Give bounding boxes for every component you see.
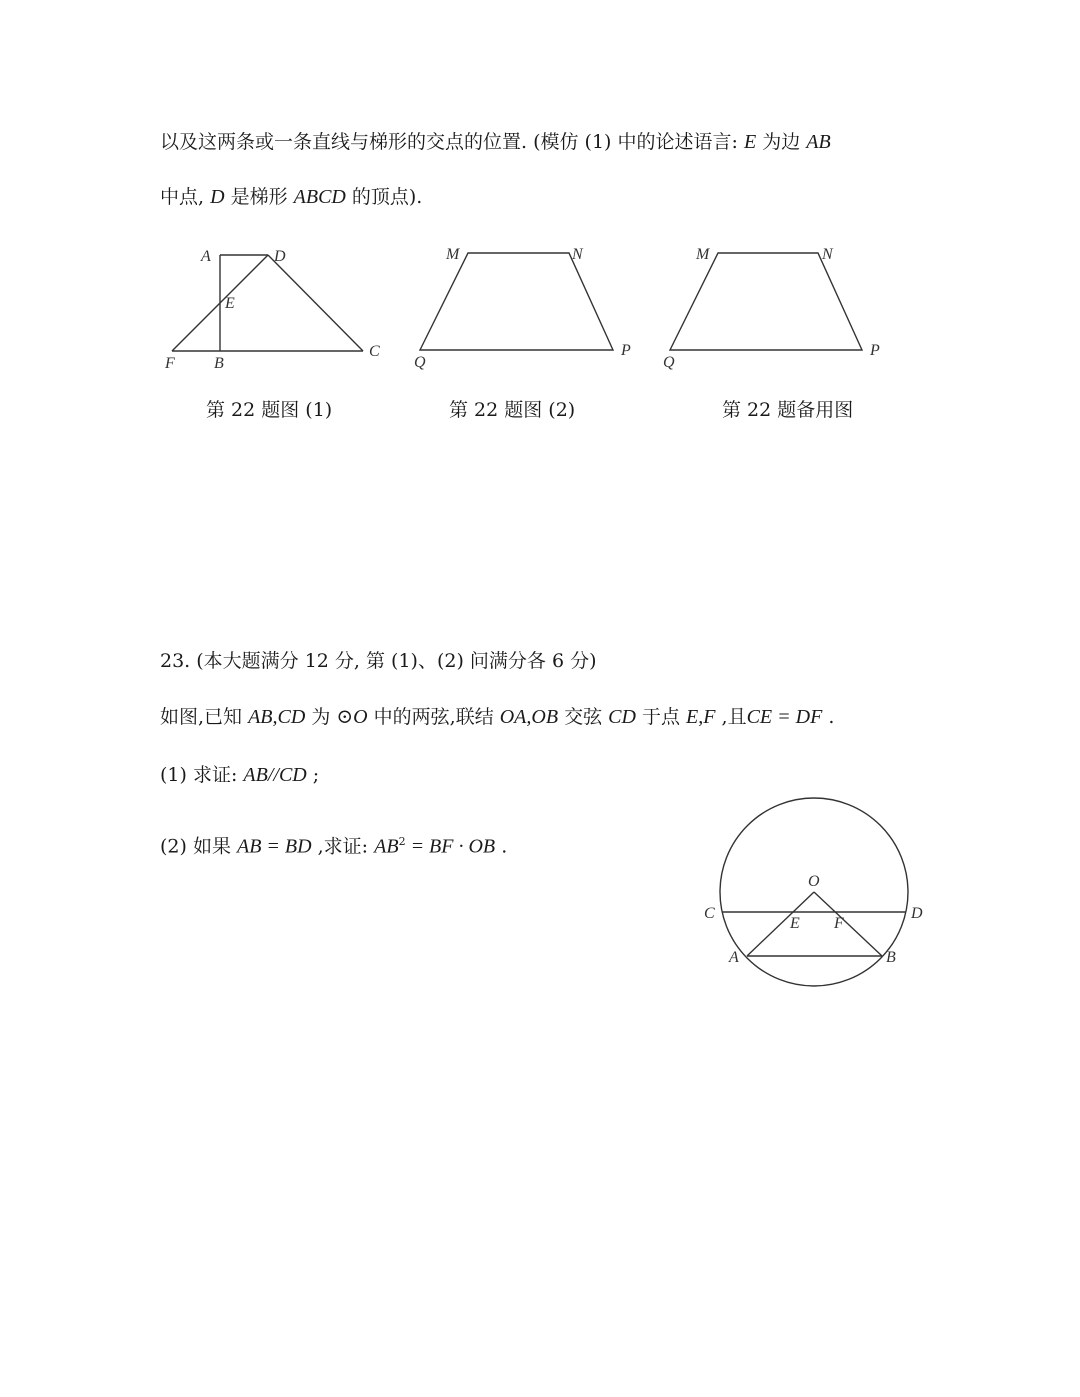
radii-oa-ob: OA,OB (499, 706, 559, 728)
label-o: O (808, 873, 820, 890)
figure-22-backup (655, 235, 895, 375)
product-bf-ob: = BF · OB (405, 835, 496, 858)
segment-ab: AB (806, 131, 831, 153)
condition-ab-bd: AB = BD (237, 835, 312, 858)
label-m: M (696, 246, 710, 263)
caption-figure-22-2: 第 22 题图 (2) (449, 399, 576, 421)
label-b: B (214, 355, 224, 372)
condition-ce-df: CE = DF (746, 706, 823, 728)
q23-part-2: (2) 如果 AB = BD ,求证: $AB^2$ = BF · OB . (160, 835, 508, 858)
label-d: D (274, 248, 286, 265)
label-m: M (446, 246, 460, 263)
label-c: C (369, 343, 380, 360)
caption-figure-22-backup: 第 22 题备用图 (722, 399, 854, 421)
label-b: B (886, 949, 896, 966)
q22-text-line-2: 中点, D 是梯形 ABCD 的顶点). (160, 186, 423, 208)
parallel-expression: AB//CD (243, 764, 307, 786)
point-e: E (743, 131, 757, 153)
radius-ob (814, 892, 882, 956)
label-d: D (911, 905, 923, 922)
label-p: P (621, 342, 631, 359)
segment-dc (268, 255, 363, 351)
q23-part-1: (1) 求证: AB//CD ; (160, 764, 320, 786)
label-n: N (822, 246, 833, 263)
label-q: Q (414, 354, 426, 371)
caption-figure-22-1: 第 22 题图 (1) (206, 399, 333, 421)
label-e: E (790, 915, 800, 932)
q23-header: 23. (本大题满分 12 分, 第 (1)、(2) 问满分各 6 分) (160, 650, 597, 672)
exponent: 2 (398, 835, 406, 848)
trapezoid-abcd: ABCD (293, 186, 346, 208)
q22-text-line-1: 以及这两条或一条直线与梯形的交点的位置. (模仿 (1) 中的论述语言: E 为边 AB (160, 131, 831, 153)
chords-ab-cd: AB,CD (248, 706, 306, 728)
trapezoid-mnpq (420, 253, 613, 350)
label-e: E (225, 295, 235, 312)
point-d: D (210, 186, 225, 208)
ab-squared: AB (374, 835, 399, 858)
points-e-f: E,F (686, 706, 716, 728)
figure-23-circle (695, 790, 935, 995)
label-f: F (834, 915, 844, 932)
label-q: Q (663, 354, 675, 371)
q23-statement: 如图,已知 AB,CD 为 ⊙O 中的两弦,联结 OA,OB 交弦 CD 于点 E,F ,且CE = DF . (160, 706, 835, 728)
label-f: F (165, 355, 175, 372)
chord-cd: CD (608, 706, 636, 728)
circle-o: ⊙O (336, 706, 368, 728)
figure-22-2 (405, 235, 645, 375)
label-c: C (704, 905, 715, 922)
trapezoid-mnpq-backup (670, 253, 862, 350)
figure-22-1 (155, 235, 395, 375)
label-a: A (729, 949, 739, 966)
label-p: P (870, 342, 880, 359)
label-a: A (201, 248, 211, 265)
label-n: N (572, 246, 583, 263)
radius-oa (747, 892, 814, 956)
